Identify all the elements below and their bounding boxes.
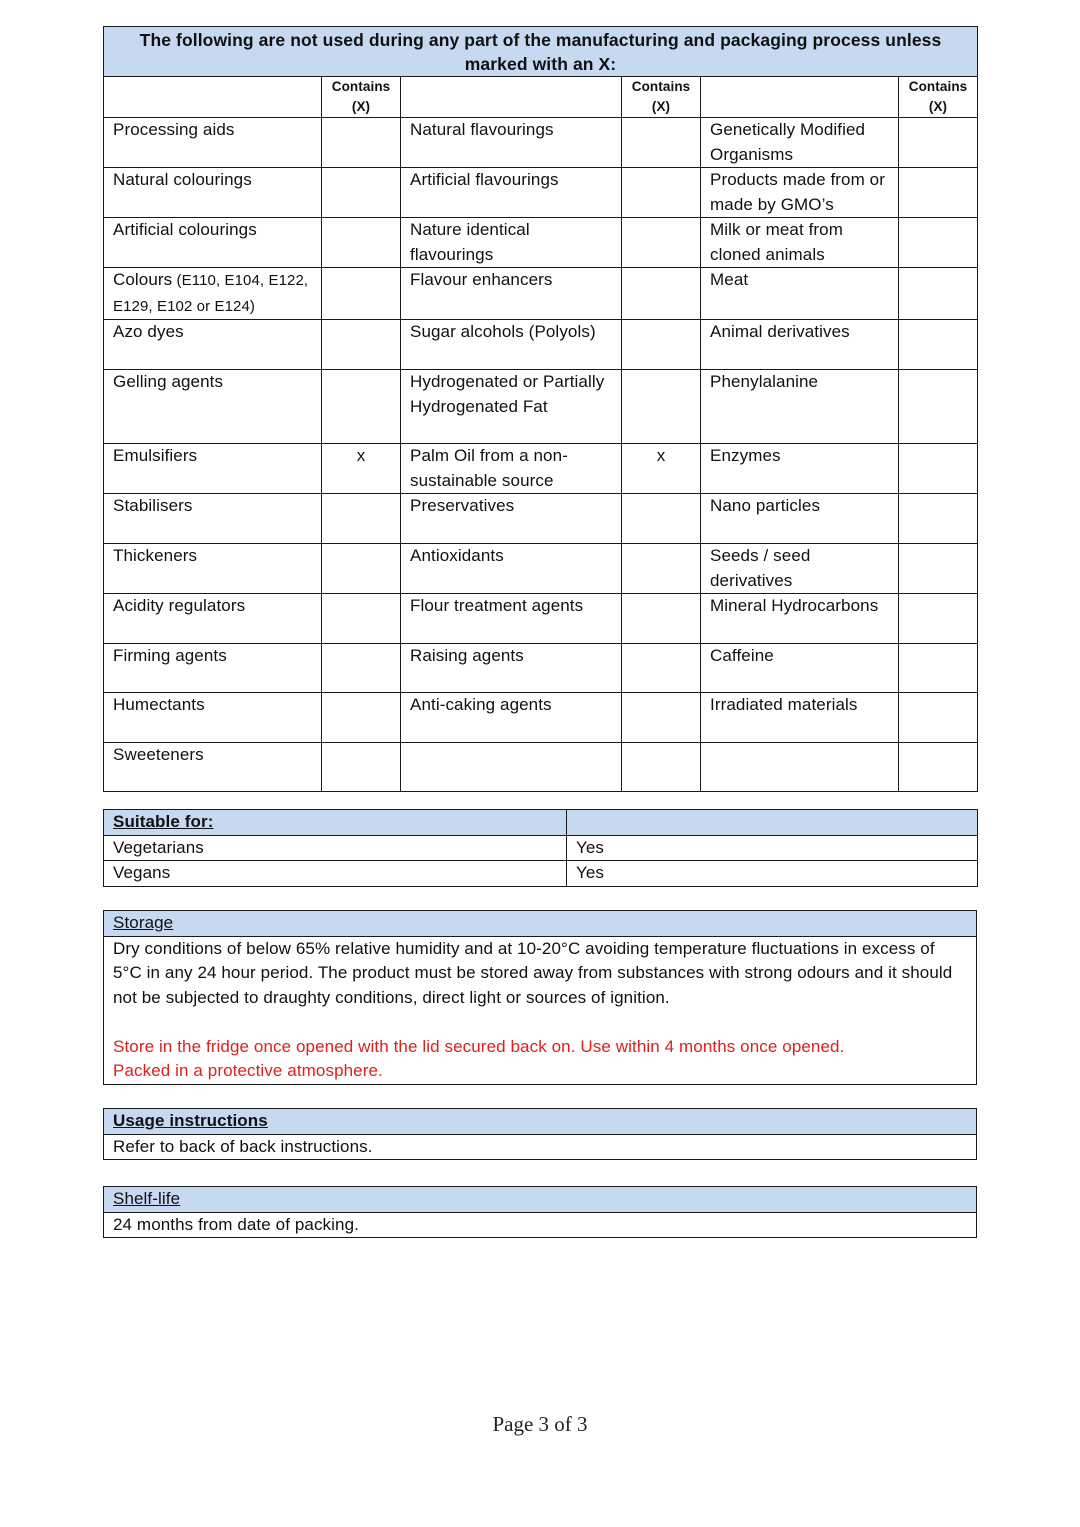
additive-name: Processing aids <box>104 118 322 168</box>
additive-name: Irradiated materials <box>701 693 899 743</box>
contains-mark <box>622 594 701 644</box>
storage-body <box>104 936 977 1084</box>
additive-name: Hydrogenated or Partially Hydrogenated Fat <box>401 370 622 444</box>
additive-name: Palm Oil from a non-sustainable source <box>401 444 622 494</box>
contains-mark <box>622 743 701 792</box>
additive-name: Gelling agents <box>104 370 322 444</box>
suitable-heading-blank <box>567 810 978 836</box>
additive-name: Animal derivatives <box>701 320 899 370</box>
additive-name: Caffeine <box>701 644 899 693</box>
contains-mark <box>322 743 401 792</box>
suitable-label: Vegetarians <box>104 835 567 861</box>
additive-row <box>104 644 978 693</box>
suitable-value: Yes <box>567 861 978 887</box>
additive-name: Raising agents <box>401 644 622 693</box>
contains-mark <box>322 218 401 268</box>
additive-row <box>104 268 978 320</box>
additive-name: Natural flavourings <box>401 118 622 168</box>
additive-name: Milk or meat from cloned animals <box>701 218 899 268</box>
additive-name: Nature identical flavourings <box>401 218 622 268</box>
additive-row <box>104 370 978 444</box>
contains-mark <box>622 494 701 544</box>
additive-name: Products made from or made by GMO’s <box>701 168 899 218</box>
additive-row <box>104 544 978 594</box>
additive-row <box>104 594 978 644</box>
additive-name: Artificial flavourings <box>401 168 622 218</box>
contains-mark <box>622 320 701 370</box>
suitable-value: Yes <box>567 835 978 861</box>
additive-name: Genetically Modified Organisms <box>701 118 899 168</box>
additive-name <box>401 743 622 792</box>
contains-mark <box>899 594 978 644</box>
contains-mark <box>899 168 978 218</box>
shelf-life-text: 24 months from date of packing. <box>104 1212 977 1238</box>
shelf-life-heading: Shelf-life <box>104 1187 977 1213</box>
contains-mark <box>899 370 978 444</box>
contains-mark <box>622 168 701 218</box>
additive-name: Phenylalanine <box>701 370 899 444</box>
contains-mark <box>322 693 401 743</box>
additive-row <box>104 218 978 268</box>
additive-row <box>104 693 978 743</box>
additive-name: Artificial colourings <box>104 218 322 268</box>
contains-mark <box>322 118 401 168</box>
contains-mark <box>622 118 701 168</box>
additive-name <box>701 743 899 792</box>
contains-mark <box>899 218 978 268</box>
additive-name: Acidity regulators <box>104 594 322 644</box>
storage-warning: Store in the fridge once opened with the lid secured back on. Use within 4 months once opened. <box>113 1036 845 1056</box>
additive-row <box>104 320 978 370</box>
additive-name: Natural colourings <box>104 168 322 218</box>
suitable-table <box>103 809 978 887</box>
additives-table <box>103 26 978 792</box>
storage-text: Dry conditions of below 65% relative humidity and at 10-20°C avoiding temperature fluctuations in excess of 5°C in any 24 hour period. The product must be stored away from substances with strong odours and it should not be subjected to draughty conditions, direct light or sources of ignition. <box>113 938 953 1007</box>
additive-name: Preservatives <box>401 494 622 544</box>
usage-heading: Usage instructions <box>104 1109 977 1135</box>
contains-header: Contains (X) <box>622 77 701 118</box>
column-header-blank <box>401 77 622 118</box>
contains-mark <box>322 168 401 218</box>
additive-name: Firming agents <box>104 644 322 693</box>
contains-mark <box>322 494 401 544</box>
additive-row <box>104 168 978 218</box>
usage-text: Refer to back of back instructions. <box>104 1134 977 1160</box>
additive-name: Seeds / seed derivatives <box>701 544 899 594</box>
contains-mark <box>322 370 401 444</box>
contains-header: Contains (X) <box>899 77 978 118</box>
contains-mark <box>622 693 701 743</box>
page-number: Page 3 of 3 <box>492 1412 588 1436</box>
contains-mark <box>899 268 978 320</box>
contains-mark <box>622 544 701 594</box>
contains-mark <box>899 644 978 693</box>
additive-name: Flour treatment agents <box>401 594 622 644</box>
additive-name: Emulsifiers <box>104 444 322 494</box>
additive-name: Anti-caking agents <box>401 693 622 743</box>
contains-mark <box>322 594 401 644</box>
additive-name: Stabilisers <box>104 494 322 544</box>
additive-row <box>104 743 978 792</box>
additive-row <box>104 494 978 544</box>
storage-table <box>103 910 977 1085</box>
additive-row <box>104 118 978 168</box>
additive-name: Nano particles <box>701 494 899 544</box>
additive-name: Azo dyes <box>104 320 322 370</box>
contains-mark <box>899 693 978 743</box>
contains-mark <box>622 644 701 693</box>
additive-name: Meat <box>701 268 899 320</box>
contains-mark: x <box>322 444 401 494</box>
column-header-blank <box>701 77 899 118</box>
storage-warning: Packed in a protective atmosphere. <box>113 1061 383 1080</box>
storage-heading: Storage <box>104 911 977 937</box>
contains-mark <box>322 544 401 594</box>
additive-row <box>104 444 978 494</box>
additive-name: Thickeners <box>104 544 322 594</box>
additive-name: Sugar alcohols (Polyols) <box>401 320 622 370</box>
additive-name: Sweeteners <box>104 743 322 792</box>
shelf-life-table <box>103 1186 977 1238</box>
column-header-blank <box>104 77 322 118</box>
additive-name: Mineral Hydrocarbons <box>701 594 899 644</box>
additive-name: Enzymes <box>701 444 899 494</box>
contains-mark <box>899 444 978 494</box>
suitable-heading: Suitable for: <box>104 810 567 836</box>
additive-name: Antioxidants <box>401 544 622 594</box>
contains-mark <box>899 544 978 594</box>
contains-mark <box>899 320 978 370</box>
contains-mark <box>322 268 401 320</box>
usage-table <box>103 1108 977 1160</box>
contains-mark <box>322 320 401 370</box>
suitable-label: Vegans <box>104 861 567 887</box>
additive-name: Humectants <box>104 693 322 743</box>
additive-name: Flavour enhancers <box>401 268 622 320</box>
contains-mark <box>899 743 978 792</box>
contains-header: Contains (X) <box>322 77 401 118</box>
contains-mark: x <box>622 444 701 494</box>
contains-mark <box>899 494 978 544</box>
contains-mark <box>622 268 701 320</box>
contains-mark <box>622 218 701 268</box>
additives-heading: The following are not used during any part of the manufacturing and packaging process unless marked with an X: <box>104 27 978 77</box>
additive-name: Colours (E110, E104, E122, E129, E102 or E124) <box>104 268 322 320</box>
contains-mark <box>899 118 978 168</box>
contains-mark <box>622 370 701 444</box>
contains-mark <box>322 644 401 693</box>
